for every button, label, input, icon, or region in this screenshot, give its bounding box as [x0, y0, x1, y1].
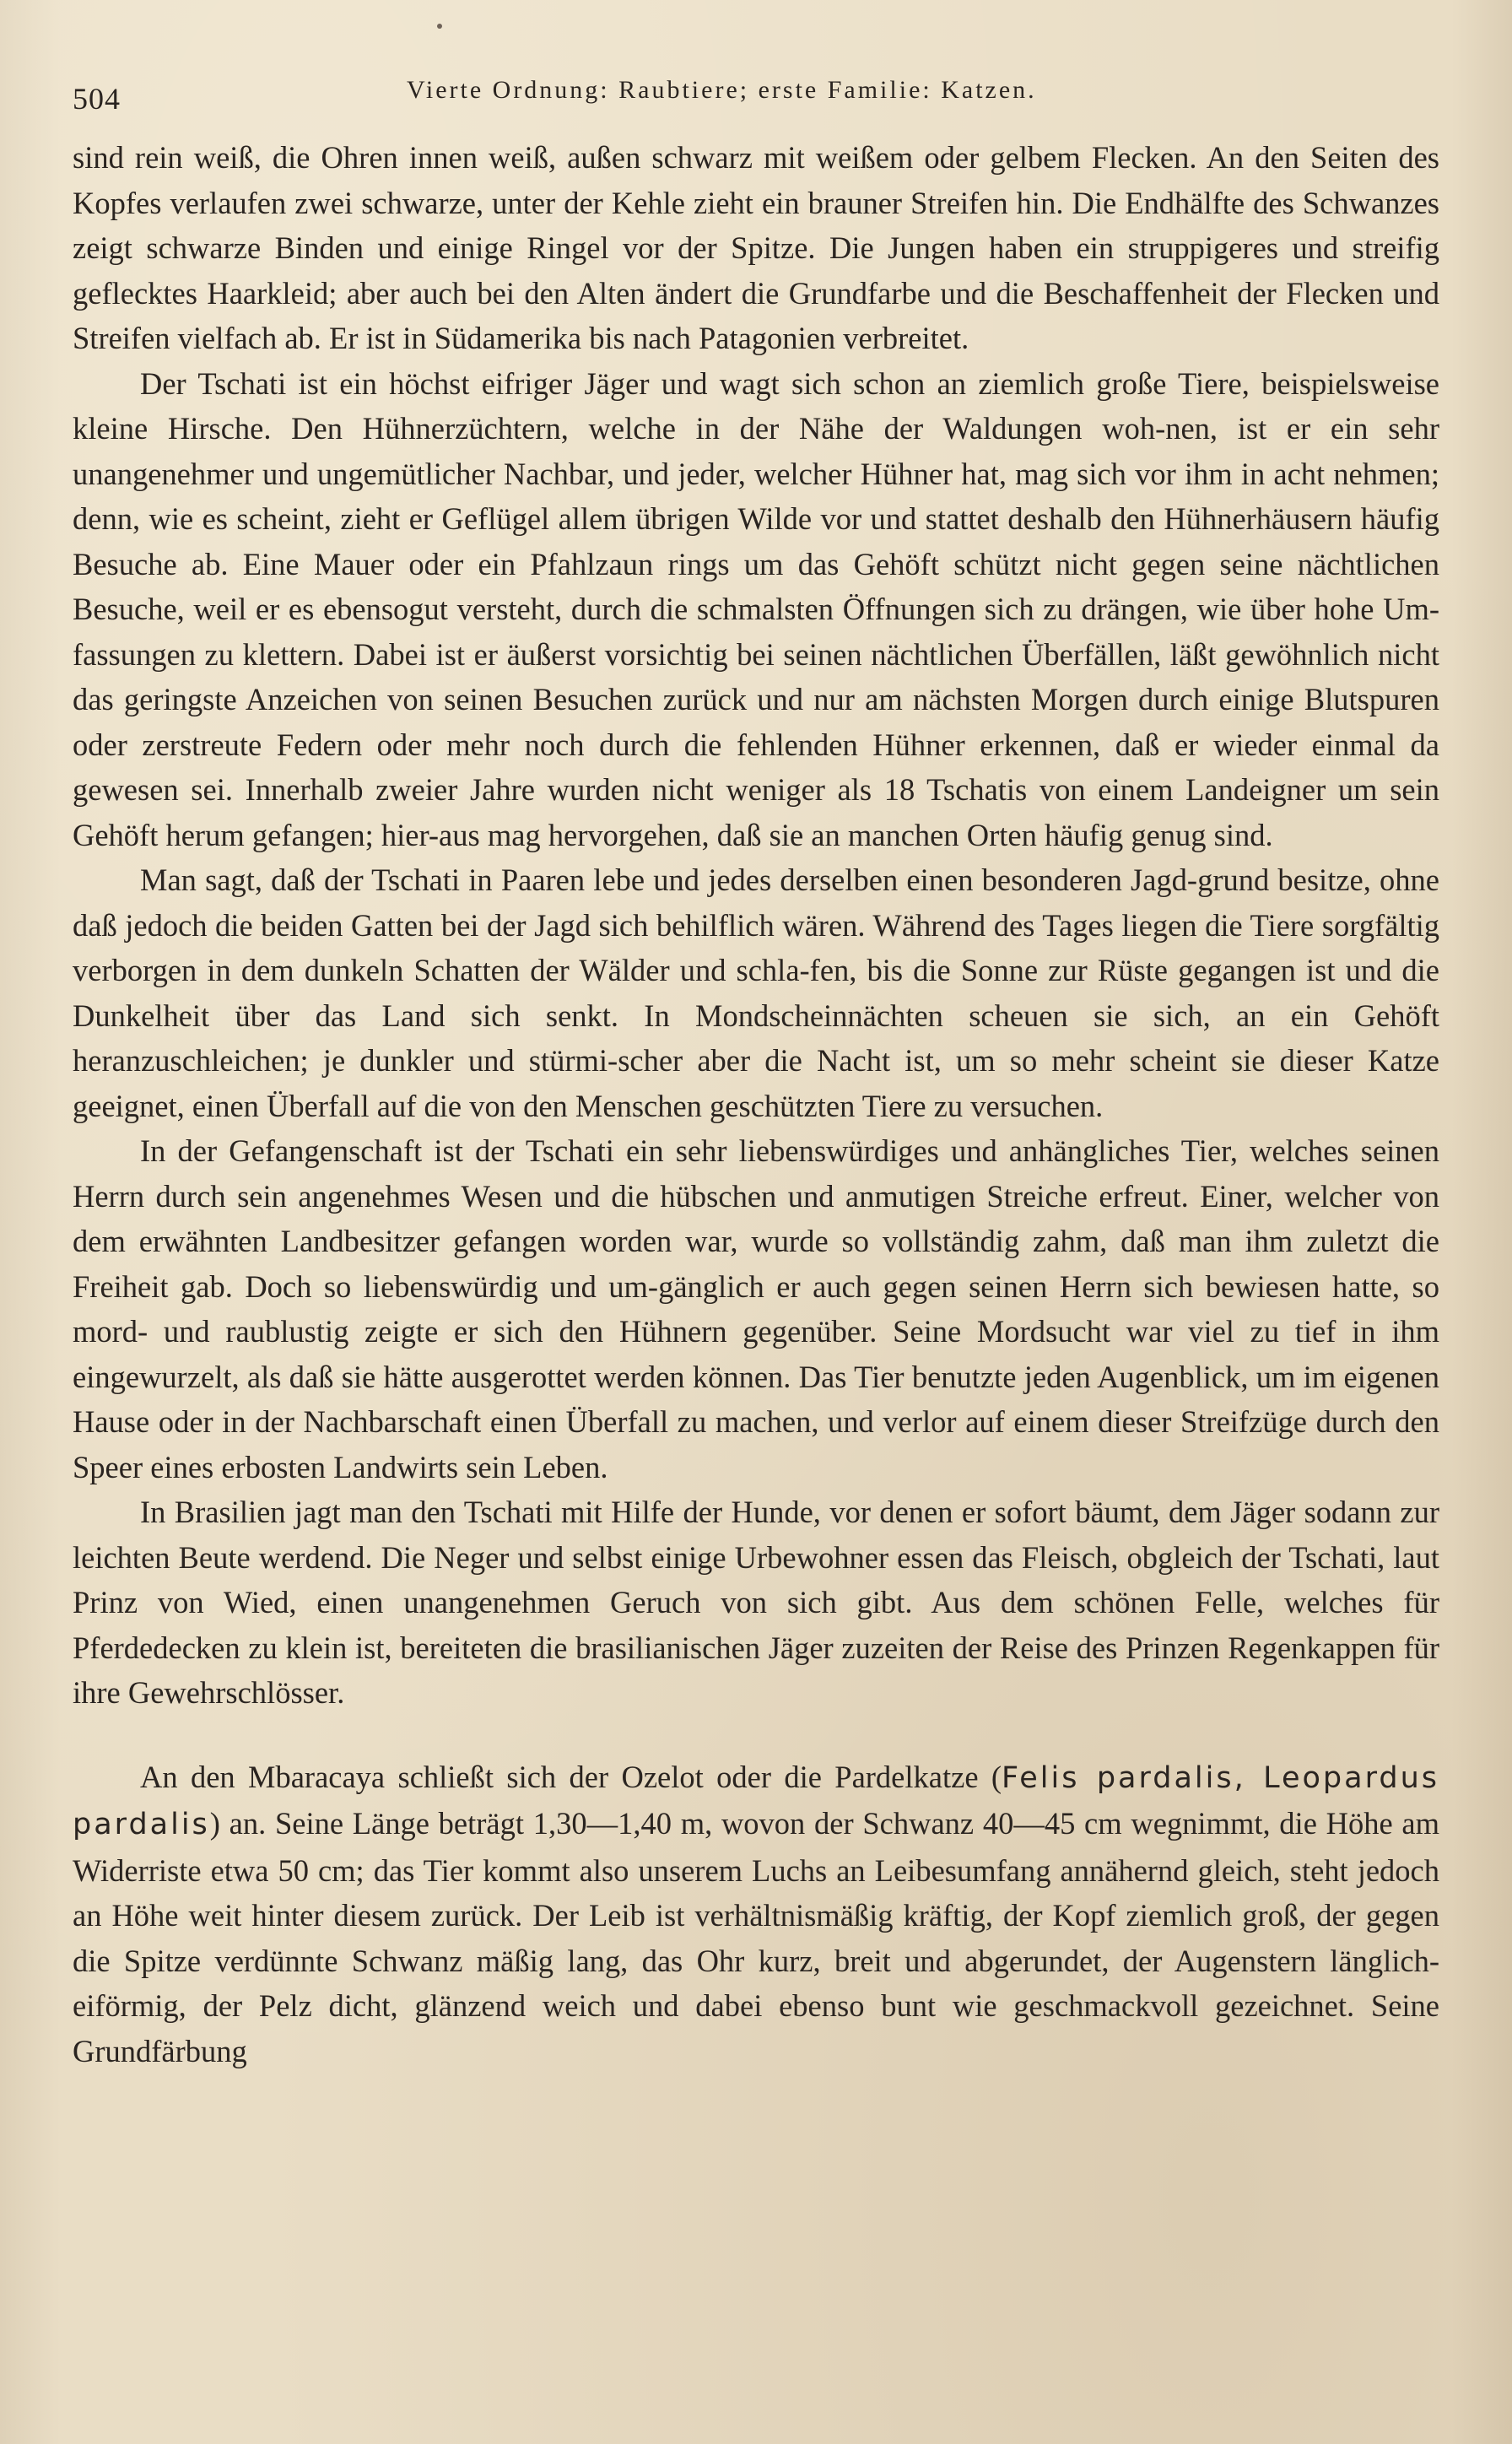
ozelot-text-rest: ) an. Seine Länge beträgt 1,30—1,40 m, wovon der Schwanz 40—45 cm wegnimmt, die Höhe am Widerriste etwa 50 cm; das Tier kommt also unserem Luchs an Leibesumfang annähernd gleich, steht jedoch an Höhe weit hinter diesem zurück. Der Leib ist verhältnismäßig kräftig, der Kopf ziemlich groß, der gegen die Spitze verdünnte Schwanz mäßig lang, das Ohr kurz, breit und abgerundet, der Augenstern länglich-eiförmig, der Pelz dicht, glänzend weich und dabei ebenso bunt wie geschmackvoll gezeichnet. Seine Grundfärbung: [73, 1806, 1439, 2068]
paragraph-4: In der Gefangenschaft ist der Tschati ein sehr liebenswürdiges und anhängliches Tier, welches seinen Herrn durch sein angenehmes Wesen und die hübschen und anmutigen Streiche erfreut. Einer, welcher von dem erwähnten Landbesitzer gefangen worden war, wurde so vollständig zahm, daß man ihm zuletzt die Freiheit gab. Doch so liebenswürdig und um-gänglich er auch gegen seinen Herrn sich bewiesen hatte, so mord- und raublustig zeigte er sich den Hühnern gegenüber. Seine Mordsucht war viel zu tief in ihm eingewurzelt, als daß sie hätte ausgerottet werden können. Das Tier benutzte jeden Augenblick, um im eigenen Hause oder in der Nachbarschaft einen Überfall zu machen, und verlor auf einem dieser Streifzüge durch den Speer eines erbosten Landwirts sein Leben.: [73, 1133, 1439, 1484]
ozelot-text-start: An den Mbaracaya schließt sich der Ozelot oder die Pardelkatze (: [140, 1759, 1002, 1794]
paragraph-3: Man sagt, daß der Tschati in Paaren lebe und jedes derselben einen besonderen Jagd-grund besitze, ohne daß jedoch die beiden Gatten bei der Jagd sich behilflich wären. Während des Tages liegen die Tiere sorgfältig verborgen in dem dunkeln Schatten der Wälder und schla-fen, bis die Sonne zur Rüste gegangen ist und die Dunkelheit über das Land sich senkt. In Mondscheinnächten scheuen sie sich, an ein Gehöft heranzuschleichen; je dunkler und stürmi-scher aber die Nacht ist, um so mehr scheint sie dieser Katze geeignet, einen Überfall auf die von den Menschen geschützten Tiere zu versuchen.: [73, 862, 1439, 1123]
running-title: Vierte Ordnung: Raubtiere; erste Familie: Katzen.: [407, 76, 1037, 104]
ink-dot: [437, 24, 442, 29]
paragraph-5: In Brasilien jagt man den Tschati mit Hilfe der Hunde, vor denen er sofort bäumt, dem Jäger sodann zur leichten Beute werdend. Die Neger und selbst einige Urbewohner essen das Fleisch, obgleich der Tschati, laut Prinz von Wied, einen unangenehmen Geruch von sich gibt. Aus dem schönen Felle, welches für Pferdedecken zu klein ist, bereiteten die brasilianischen Jäger zuzeiten der Reise des Prinzen Regenkappen für ihre Gewehrschlösser.: [73, 1495, 1439, 1710]
page-header: [73, 74, 1439, 118]
paragraph-ozelot: [73, 1755, 1439, 2074]
paragraph-1: sind rein weiß, die Ohren innen weiß, außen schwarz mit weißem oder gelbem Flecken. An den Seiten des Kopfes verlaufen zwei schwarze, unter der Kehle zieht ein brauner Streifen hin. Die Endhälfte des Schwanzes zeigt schwarze Binden und einige Ringel vor der Spitze. Die Jungen haben ein struppigeres und streifig geflecktes Haarkleid; aber auch bei den Alten ändert die Grundfarbe und die Beschaffenheit der Flecken und Streifen vielfach ab. Er ist in Südamerika bis nach Patagonien verbreitet.: [73, 140, 1439, 355]
latin-name: Felis pardalis, Leopardus pardalis: [73, 1760, 1439, 1841]
body-text: [73, 135, 1439, 2074]
paragraph-2: Der Tschati ist ein höchst eifriger Jäger und wagt sich schon an ziemlich große Tiere, beispielsweise kleine Hirsche. Den Hühnerzüchtern, welche in der Nähe der Waldungen woh-nen, ist er ein sehr unangenehmer und ungemütlicher Nachbar, und jeder, welcher Hühner hat, mag sich vor ihm in acht nehmen; denn, wie es scheint, zieht er Geflügel allem übrigen Wilde vor und stattet deshalb den Hühnerhäusern häufig Besuche ab. Eine Mauer oder ein Pfahlzaun rings um das Gehöft schützt nicht gegen seine nächtlichen Besuche, weil er es ebensogut versteht, durch die schmalsten Öffnungen sich zu drängen, wie über hohe Um-fassungen zu klettern. Dabei ist er äußerst vorsichtig bei seinen nächtlichen Überfällen, läßt gewöhnlich nicht das geringste Anzeichen von seinen Besuchen zurück und nur am nächsten Morgen durch einige Blutspuren oder zerstreute Federn oder mehr noch durch die fehlenden Hühner erkennen, daß er wieder einmal da gewesen sei. Innerhalb zweier Jahre wurden nicht weniger als 18 Tschatis von einem Landeigner um sein Gehöft herum gefangen; hier-aus mag hervorgehen, daß sie an manchen Orten häufig genug sind.: [73, 365, 1439, 852]
page-number: 504: [73, 82, 121, 116]
